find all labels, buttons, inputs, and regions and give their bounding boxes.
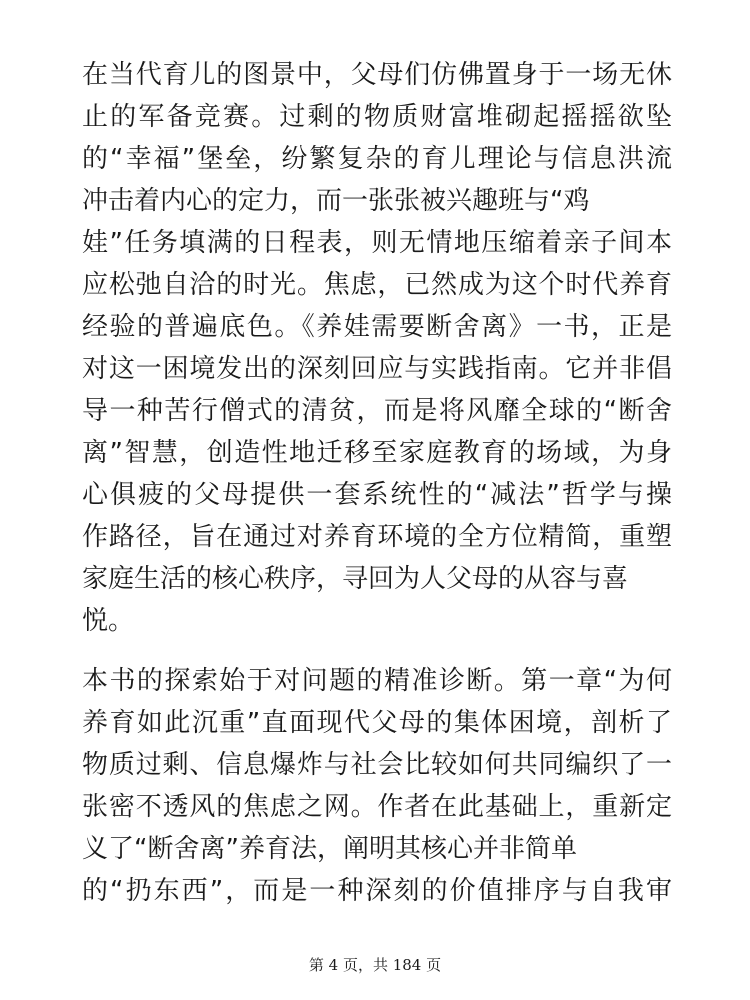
- text-body: [82, 54, 672, 912]
- text-line: 义了“断舍离”养育法，阐明其核心并非简单: [82, 834, 577, 864]
- text-line: 对这一困境发出的深刻回应与实践指南。它并非倡: [82, 354, 672, 384]
- text-line: 家庭生活的核心秩序，寻回为人父母的从容与喜: [82, 564, 629, 594]
- text-line: 冲击着内心的定力，而一张张被兴趣班与“鸡: [82, 186, 590, 216]
- paragraph-spacer: [82, 642, 672, 660]
- text-line: 张密不透风的焦虑之网。作者在此基础上，重新定: [82, 792, 672, 822]
- page-number-footer: 第 4 页，共 184 页: [308, 956, 442, 974]
- text-line: 的“扔东西”，而是一种深刻的价值排序与自我审: [82, 876, 672, 906]
- text-line: 离”智慧，创造性地迁移至家庭教育的场域，为身: [82, 438, 672, 468]
- text-line: 本书的探索始于对问题的精准诊断。第一章“为何: [82, 666, 672, 696]
- text-line: 在当代育儿的图景中，父母们仿佛置身于一场无休: [82, 60, 672, 90]
- text-line: 养育如此沉重”直面现代父母的集体困境，剖析了: [82, 708, 672, 738]
- text-line: 经验的普遍底色。《养娃需要断舍离》一书，正是: [82, 312, 672, 342]
- text-line: 心俱疲的父母提供一套系统性的“减法”哲学与操: [82, 480, 672, 510]
- text-line: 导一种苦行僧式的清贫，而是将风靡全球的“断舍: [82, 396, 672, 426]
- text-line: 止的军备竞赛。过剩的物质财富堆砌起摇摇欲坠: [82, 102, 672, 132]
- text-line: 的“幸福”堡垒，纷繁复杂的育儿理论与信息洪流: [82, 144, 672, 174]
- text-line: 娃”任务填满的日程表，则无情地压缩着亲子间本: [82, 228, 672, 258]
- paragraph-1: [82, 54, 672, 642]
- text-line: 悦。: [82, 606, 135, 636]
- text-line: 作路径，旨在通过对养育环境的全方位精简，重塑: [82, 522, 672, 552]
- paragraph-2: [82, 660, 672, 912]
- text-line: 物质过剩、信息爆炸与社会比较如何共同编织了一: [82, 750, 672, 780]
- text-line: 应松弛自洽的时光。焦虑，已然成为这个时代养育: [82, 270, 672, 300]
